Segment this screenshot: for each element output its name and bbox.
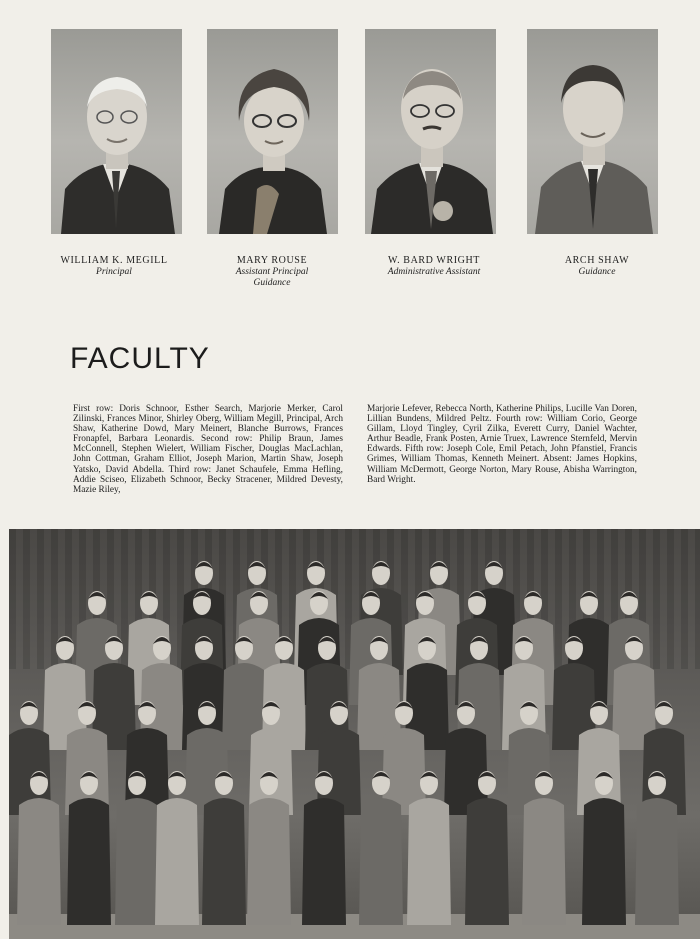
person-name: MARY ROUSE <box>236 255 308 266</box>
group-photo-figures <box>9 529 700 939</box>
person-role: Assistant Principal <box>235 266 309 277</box>
person-role: Guidance <box>253 278 291 288</box>
portrait-caption-rouse <box>197 255 347 290</box>
portrait-arch-shaw <box>527 29 658 234</box>
portrait-mary-rouse <box>207 29 338 234</box>
person-name: ARCH SHAW <box>564 255 630 266</box>
portrait-caption-wright <box>359 255 509 278</box>
portrait-caption-megill <box>39 255 189 278</box>
portrait-william-megill <box>51 29 182 234</box>
person-role: Guidance <box>578 266 616 277</box>
group-photo <box>9 529 700 939</box>
person-name: WILLIAM K. MEGILL <box>60 255 168 266</box>
portrait-caption-shaw <box>522 255 672 278</box>
page-title: FACULTY <box>70 342 210 375</box>
caption-left-column: First row: Doris Schnoor, Esther Search, Marjorie Merker, Carol Zilinski, Frances Minor, Shirley Oberg, William Megill, Principal, Arch Shaw, Katherine Dowd, Mary Meinert, Blanche Burrows, Frances Fronapfel, Barbara Leonardis. Second row: Philip Braun, James McConnell, Stephen Wielert, William Fischer, Douglas MacLachlan, John Cottman, Graham Elliot, Joseph Marion, Martin Shaw, Joseph Yatsko, David Abdella. Third row: Janet Schaufele, Emma Hefling, Addie Sciseo, Elizabeth Schnoor, Becky Stracener, Mildred Devesty, Mazie Riley, <box>73 404 343 495</box>
portrait-bard-wright <box>365 29 496 234</box>
caption-right-column: Marjorie Lefever, Rebecca North, Katherine Philips, Lucille Van Doren, Lillian Bundens, Mildred Peltz. Fourth row: William Corio, George Gillam, Lloyd Tingley, Cyril Zilka, Everett Curry, Daniel Wachter, Arthur Beadle, Frank Posten, Arnie Truex, Lawrence Sternfeld, Mervin Edwards. Fifth row: Joseph Cole, Emil Petach, John Pfanstiel, Francis Grimes, William Thomas, Kenneth Meinert. Absent: James Hopkins, William McDermott, George Norton, Mary Rouse, Abisha Warrington, Bard Wright. <box>367 404 637 485</box>
person-role: Principal <box>96 266 132 277</box>
person-role: Administrative Assistant <box>387 266 481 277</box>
person-name: W. BARD WRIGHT <box>387 255 480 266</box>
